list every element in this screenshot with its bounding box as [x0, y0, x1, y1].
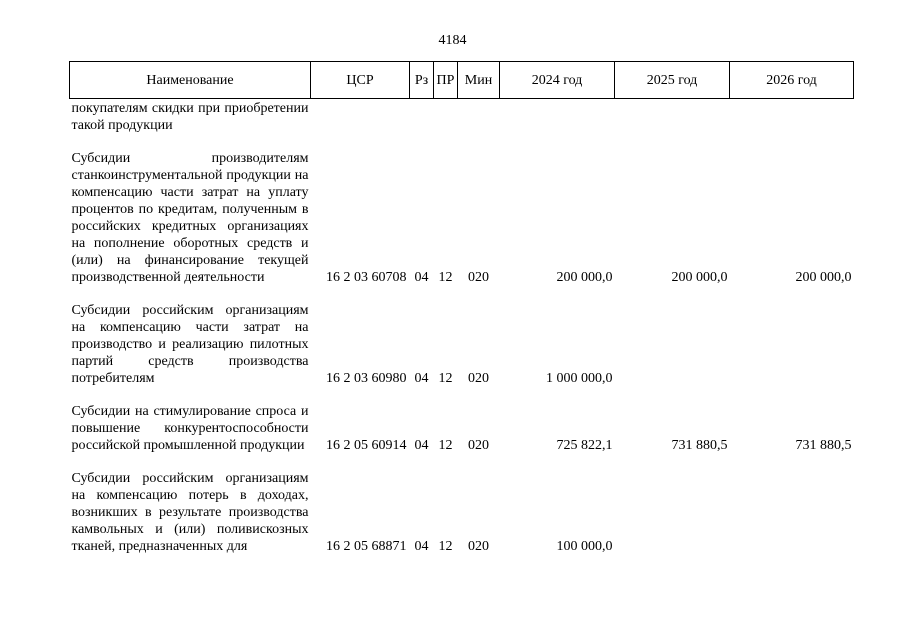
table-row — [70, 302, 854, 387]
budget-table — [69, 61, 854, 555]
row-rz: 04 — [414, 438, 429, 453]
header-pr: ПР — [434, 62, 458, 99]
row-name: Субсидии российским организациям на компенсацию части затрат на производство и реализацию пилотных партий средств производства потребителям — [71, 303, 309, 386]
row-2026 — [730, 302, 854, 387]
row-rz — [410, 99, 434, 135]
table-row — [70, 150, 854, 286]
header-min: Мин — [458, 62, 500, 99]
header-2024: 2024 год — [500, 62, 615, 99]
row-csr: 16 2 03 60980 — [326, 371, 407, 386]
row-2026: 731 880,5 — [795, 438, 852, 453]
row-csr — [311, 99, 410, 135]
row-pr: 12 — [438, 270, 453, 285]
header-2026: 2026 год — [730, 62, 854, 99]
table-row — [70, 403, 854, 454]
header-csr: ЦСР — [311, 62, 410, 99]
row-csr: 16 2 05 68871 — [326, 539, 407, 554]
row-2024: 200 000,0 — [556, 270, 613, 285]
row-name: покупателям скидки при приобретении такой продукции — [71, 101, 309, 133]
header-name: Наименование — [70, 62, 311, 99]
row-min: 020 — [468, 539, 489, 554]
row-2025 — [615, 99, 730, 135]
row-2025: 200 000,0 — [671, 270, 728, 285]
page-number: 4184 — [438, 33, 467, 48]
header-rz: Рз — [410, 62, 434, 99]
row-min — [458, 99, 500, 135]
row-name: Субсидии производителям станкоинструментальной продукции на компенсацию части затрат на уплату процентов по кредитам, полученным в российских кредитных организациях на пополнение оборотных средств и (или) на финансирование текущей производственной деятельности — [71, 151, 309, 285]
row-name: Субсидии российским организациям на компенсацию потерь в доходах, возникших в результате производства камвольных и (или) поливискозных тканей, предназначенных для — [71, 471, 309, 554]
row-2025: 731 880,5 — [671, 438, 728, 453]
row-csr: 16 2 05 60914 — [326, 438, 407, 453]
row-min: 020 — [468, 270, 489, 285]
row-rz: 04 — [414, 371, 429, 386]
row-2025 — [615, 470, 730, 555]
row-2025 — [615, 302, 730, 387]
row-pr: 12 — [438, 539, 453, 554]
row-2024: 100 000,0 — [556, 539, 613, 554]
row-2024: 725 822,1 — [556, 438, 613, 453]
header-2025: 2025 год — [615, 62, 730, 99]
row-rz: 04 — [414, 539, 429, 554]
row-rz: 04 — [414, 270, 429, 285]
row-pr — [434, 99, 458, 135]
row-pr: 12 — [438, 371, 453, 386]
row-pr: 12 — [438, 438, 453, 453]
table-row — [70, 99, 854, 135]
row-name: Субсидии на стимулирование спроса и повышение конкурентоспособности российской промышленной продукции — [71, 404, 309, 453]
row-min: 020 — [468, 371, 489, 386]
row-csr: 16 2 03 60708 — [326, 270, 407, 285]
row-min: 020 — [468, 438, 489, 453]
row-2024 — [500, 99, 615, 135]
table-header — [70, 62, 854, 99]
row-2026 — [730, 99, 854, 135]
row-2024: 1 000 000,0 — [546, 371, 613, 386]
row-2026: 200 000,0 — [795, 270, 852, 285]
table-row — [70, 470, 854, 555]
row-2026 — [730, 470, 854, 555]
